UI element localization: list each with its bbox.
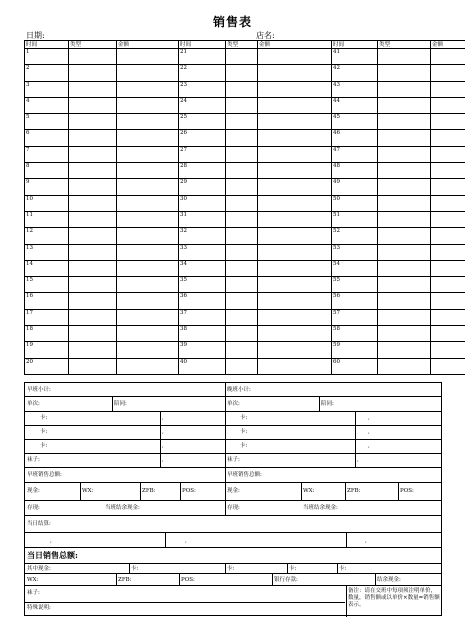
morning-comma-1: , [162, 415, 164, 421]
amount-cell[interactable] [258, 244, 332, 260]
evening-card-1: 卡: [240, 415, 248, 421]
row-number: 60 [332, 358, 378, 374]
amount-cell[interactable] [258, 309, 332, 325]
morning-total-label: 早班销售总额: [27, 472, 62, 478]
settlement-comma-1: , [50, 538, 52, 544]
daily-total-label: 当日销售总额: [27, 550, 78, 560]
amount-cell[interactable] [117, 309, 179, 325]
row-number: 40 [179, 358, 226, 374]
amount-cell[interactable] [258, 358, 332, 374]
row-number: 12 [25, 228, 69, 244]
evening-comma-2: , [368, 429, 370, 435]
amount-cell[interactable] [117, 358, 179, 374]
row-number: 13 [25, 244, 69, 260]
amount-cell[interactable] [117, 244, 179, 260]
type-cell[interactable] [226, 309, 258, 325]
morning-orders-label: 单次: [27, 401, 40, 407]
amount-cell[interactable] [117, 179, 179, 195]
evening-orders-label: 单次: [227, 401, 240, 407]
type-cell[interactable] [69, 277, 117, 293]
table-row [25, 49, 465, 65]
type-cell[interactable] [69, 293, 117, 309]
row-number: 32 [179, 228, 226, 244]
type-cell[interactable] [226, 326, 258, 342]
type-cell[interactable] [226, 228, 258, 244]
amount-cell[interactable] [258, 81, 332, 97]
type-cell[interactable] [69, 97, 117, 113]
row-number: 6 [25, 130, 69, 146]
row-number: 54 [332, 260, 378, 276]
row-number: 22 [179, 65, 226, 81]
morning-card-1: 卡: [40, 415, 48, 421]
type-cell[interactable] [378, 228, 431, 244]
table-row [25, 114, 465, 130]
type-cell[interactable] [378, 326, 431, 342]
evening-subtotal-label: 晚班小计: [227, 387, 251, 393]
row-number: 5 [25, 114, 69, 130]
morning-shift-cash-label: 当班结余现金: [105, 505, 140, 511]
table-row [25, 179, 465, 195]
table-row [25, 342, 465, 358]
col-amount-3: 金额 [431, 41, 465, 49]
amount-cell[interactable] [258, 65, 332, 81]
col-type-3: 类型 [378, 41, 431, 49]
summary-section [24, 382, 442, 616]
amount-cell[interactable] [431, 211, 465, 227]
row-number: 23 [179, 81, 226, 97]
evening-card-2: 卡: [240, 429, 248, 435]
amount-cell[interactable] [117, 342, 179, 358]
row-number: 28 [179, 163, 226, 179]
row-number: 17 [25, 309, 69, 325]
daily-settlement-label: 当日结算: [27, 521, 51, 527]
type-cell[interactable] [69, 211, 117, 227]
row-number: 7 [25, 146, 69, 162]
row-number: 31 [179, 211, 226, 227]
row-number: 14 [25, 260, 69, 276]
table-row [25, 97, 465, 113]
row-number: 3 [25, 81, 69, 97]
type-cell[interactable] [226, 130, 258, 146]
type-cell[interactable] [378, 97, 431, 113]
type-cell[interactable] [226, 195, 258, 211]
row-number: 41 [332, 49, 378, 65]
table-row [25, 81, 465, 97]
amount-cell[interactable] [431, 130, 465, 146]
special-notes-label: 特殊说明: [27, 605, 51, 611]
amount-cell[interactable] [117, 130, 179, 146]
settlement-comma-2: , [185, 538, 187, 544]
row-number: 20 [25, 358, 69, 374]
daily-card-4: 卡: [339, 566, 347, 572]
date-label: 日期: [26, 31, 45, 40]
col-amount-2: 金额 [258, 41, 332, 49]
row-number: 58 [332, 326, 378, 342]
amount-cell[interactable] [258, 97, 332, 113]
amount-cell[interactable] [117, 260, 179, 276]
morning-socks-label: 袜子: [27, 457, 40, 463]
table-row [25, 146, 465, 162]
type-cell[interactable] [69, 244, 117, 260]
type-cell[interactable] [69, 326, 117, 342]
row-number: 1 [25, 49, 69, 65]
amount-cell[interactable] [258, 342, 332, 358]
type-cell[interactable] [226, 260, 258, 276]
amount-cell[interactable] [431, 260, 465, 276]
row-number: 42 [332, 65, 378, 81]
type-cell[interactable] [69, 146, 117, 162]
type-cell[interactable] [226, 49, 258, 65]
row-number: 48 [332, 163, 378, 179]
type-cell[interactable] [226, 146, 258, 162]
morning-comma-2: , [162, 429, 164, 435]
col-type-2: 类型 [226, 41, 258, 49]
table-row [25, 358, 465, 374]
type-cell[interactable] [69, 130, 117, 146]
settlement-comma-3: , [365, 538, 367, 544]
morning-cash-label: 现金: [27, 488, 40, 494]
amount-cell[interactable] [258, 260, 332, 276]
evening-comma-1: , [368, 415, 370, 421]
type-cell[interactable] [378, 260, 431, 276]
table-row [25, 326, 465, 342]
amount-cell[interactable] [117, 163, 179, 179]
table-row [25, 260, 465, 276]
row-number: 47 [332, 146, 378, 162]
amount-cell[interactable] [258, 326, 332, 342]
row-number: 35 [179, 277, 226, 293]
amount-cell[interactable] [117, 228, 179, 244]
evening-wx-label: WX: [303, 488, 315, 494]
evening-total-label: 早班销售总额: [227, 472, 262, 478]
morning-zfb-label: ZFB: [142, 488, 156, 494]
amount-cell[interactable] [431, 65, 465, 81]
amount-cell[interactable] [431, 114, 465, 130]
row-number: 18 [25, 326, 69, 342]
col-type-1: 类型 [69, 41, 117, 49]
table-row [25, 195, 465, 211]
row-number: 57 [332, 309, 378, 325]
row-number: 25 [179, 114, 226, 130]
evening-cash-label: 现金: [227, 488, 240, 494]
amount-cell[interactable] [117, 65, 179, 81]
daily-zfb-label: ZFB: [118, 577, 132, 583]
type-cell[interactable] [226, 244, 258, 260]
amount-cell[interactable] [431, 342, 465, 358]
remarks-note: 备注：请在交班中每项须注明单价，数量，销售额或以单价×数量=销售额表示。 [348, 588, 440, 608]
type-cell[interactable] [378, 146, 431, 162]
type-cell[interactable] [378, 65, 431, 81]
row-number: 52 [332, 228, 378, 244]
type-cell[interactable] [378, 277, 431, 293]
type-cell[interactable] [69, 81, 117, 97]
type-cell[interactable] [69, 65, 117, 81]
morning-card-2: 卡: [40, 429, 48, 435]
row-number: 8 [25, 163, 69, 179]
amount-cell[interactable] [258, 277, 332, 293]
amount-cell[interactable] [258, 228, 332, 244]
row-number: 36 [179, 293, 226, 309]
evening-shift-cash-label: 当班结余现金: [303, 505, 338, 511]
bank-deposit-label: 银行存款: [274, 577, 298, 583]
type-cell[interactable] [69, 163, 117, 179]
row-number: 45 [332, 114, 378, 130]
type-cell[interactable] [378, 342, 431, 358]
daily-socks-label: 袜子: [27, 590, 40, 596]
daily-wx-label: WX: [27, 577, 39, 583]
type-cell[interactable] [226, 211, 258, 227]
type-cell[interactable] [378, 195, 431, 211]
type-cell[interactable] [226, 81, 258, 97]
type-cell[interactable] [378, 179, 431, 195]
row-number: 50 [332, 195, 378, 211]
type-cell[interactable] [378, 309, 431, 325]
evening-comma-3: , [368, 443, 370, 449]
amount-cell[interactable] [431, 163, 465, 179]
amount-cell[interactable] [117, 81, 179, 97]
row-number: 24 [179, 97, 226, 113]
col-time-2: 时间 [179, 41, 226, 49]
amount-cell[interactable] [431, 358, 465, 374]
morning-wx-label: WX: [82, 488, 94, 494]
row-number: 16 [25, 293, 69, 309]
evening-zfb-label: ZFB: [347, 488, 361, 494]
row-number: 30 [179, 195, 226, 211]
morning-socks-comma: , [162, 457, 164, 463]
type-cell[interactable] [69, 260, 117, 276]
row-number: 4 [25, 97, 69, 113]
amount-cell[interactable] [431, 81, 465, 97]
row-number: 34 [179, 260, 226, 276]
table-row [25, 228, 465, 244]
amount-cell[interactable] [431, 49, 465, 65]
row-number: 29 [179, 179, 226, 195]
table-row [25, 130, 465, 146]
type-cell[interactable] [69, 309, 117, 325]
row-number: 59 [332, 342, 378, 358]
type-cell[interactable] [69, 195, 117, 211]
type-cell[interactable] [378, 244, 431, 260]
daily-pos-label: POS: [181, 577, 195, 583]
row-number: 15 [25, 277, 69, 293]
amount-cell[interactable] [258, 114, 332, 130]
evening-socks-comma: , [357, 457, 359, 463]
row-number: 2 [25, 65, 69, 81]
sales-grid [24, 40, 465, 375]
table-row [25, 65, 465, 81]
type-cell[interactable] [69, 358, 117, 374]
table-row [25, 244, 465, 260]
amount-cell[interactable] [258, 49, 332, 65]
row-number: 9 [25, 179, 69, 195]
col-time-1: 时间 [25, 41, 69, 49]
page-title: 销售表 [212, 15, 252, 29]
column-header-row [25, 41, 465, 49]
type-cell[interactable] [378, 163, 431, 179]
type-cell[interactable] [378, 358, 431, 374]
type-cell[interactable] [226, 65, 258, 81]
morning-pos-label: POS: [182, 488, 196, 494]
row-number: 55 [332, 277, 378, 293]
row-number: 19 [25, 342, 69, 358]
amount-cell[interactable] [117, 277, 179, 293]
type-cell[interactable] [378, 130, 431, 146]
amount-cell[interactable] [117, 293, 179, 309]
type-cell[interactable] [378, 211, 431, 227]
row-number: 53 [332, 244, 378, 260]
amount-cell[interactable] [431, 293, 465, 309]
row-number: 37 [179, 309, 226, 325]
row-number: 39 [179, 342, 226, 358]
amount-cell[interactable] [117, 326, 179, 342]
type-cell[interactable] [226, 342, 258, 358]
row-number: 44 [332, 97, 378, 113]
table-row [25, 277, 465, 293]
amount-cell[interactable] [258, 195, 332, 211]
type-cell[interactable] [226, 277, 258, 293]
type-cell[interactable] [69, 114, 117, 130]
amount-cell[interactable] [431, 195, 465, 211]
amount-cell[interactable] [431, 146, 465, 162]
daily-card-1: 卡: [131, 566, 139, 572]
amount-cell[interactable] [258, 130, 332, 146]
type-cell[interactable] [226, 97, 258, 113]
row-number: 46 [332, 130, 378, 146]
amount-cell[interactable] [258, 146, 332, 162]
row-number: 38 [179, 326, 226, 342]
amount-cell[interactable] [117, 146, 179, 162]
amount-cell[interactable] [431, 179, 465, 195]
amount-cell[interactable] [258, 211, 332, 227]
amount-cell[interactable] [117, 195, 179, 211]
amount-cell[interactable] [117, 114, 179, 130]
morning-subtotal-label: 早班小计: [27, 387, 51, 393]
amount-cell[interactable] [431, 244, 465, 260]
daily-card-2: 卡: [227, 566, 235, 572]
amount-cell[interactable] [431, 228, 465, 244]
of-which-cash-label: 其中现金: [27, 566, 51, 572]
type-cell[interactable] [378, 293, 431, 309]
table-row [25, 293, 465, 309]
morning-card-3: 卡: [40, 443, 48, 449]
type-cell[interactable] [226, 358, 258, 374]
type-cell[interactable] [69, 49, 117, 65]
row-number: 56 [332, 293, 378, 309]
store-label: 店名: [256, 31, 275, 40]
evening-card-3: 卡: [240, 443, 248, 449]
row-number: 43 [332, 81, 378, 97]
type-cell[interactable] [69, 179, 117, 195]
amount-cell[interactable] [117, 211, 179, 227]
col-time-3: 时间 [332, 41, 378, 49]
evening-deposit-label: 存现: [227, 505, 240, 511]
amount-cell[interactable] [117, 49, 179, 65]
evening-socks-label: 袜子: [227, 457, 240, 463]
row-number: 49 [332, 179, 378, 195]
type-cell[interactable] [226, 179, 258, 195]
row-number: 11 [25, 211, 69, 227]
table-row [25, 163, 465, 179]
amount-cell[interactable] [431, 277, 465, 293]
daily-card-3: 卡: [289, 566, 297, 572]
type-cell[interactable] [226, 114, 258, 130]
row-number: 26 [179, 130, 226, 146]
row-number: 51 [332, 211, 378, 227]
amount-cell[interactable] [431, 326, 465, 342]
amount-cell[interactable] [117, 97, 179, 113]
col-amount-1: 金额 [117, 41, 179, 49]
remaining-cash-label: 结余现金: [377, 577, 401, 583]
amount-cell[interactable] [431, 309, 465, 325]
evening-diners-label: 陪同: [321, 401, 334, 407]
type-cell[interactable] [378, 114, 431, 130]
morning-comma-3: , [162, 443, 164, 449]
amount-cell[interactable] [431, 97, 465, 113]
type-cell[interactable] [69, 342, 117, 358]
row-number: 27 [179, 146, 226, 162]
type-cell[interactable] [378, 81, 431, 97]
amount-cell[interactable] [258, 179, 332, 195]
type-cell[interactable] [226, 293, 258, 309]
morning-deposit-label: 存现: [27, 505, 40, 511]
row-number: 10 [25, 195, 69, 211]
type-cell[interactable] [378, 49, 431, 65]
table-row [25, 211, 465, 227]
evening-pos-label: POS: [400, 488, 414, 494]
row-number: 33 [179, 244, 226, 260]
type-cell[interactable] [69, 228, 117, 244]
morning-diners-label: 陪同: [114, 401, 127, 407]
table-row [25, 309, 465, 325]
type-cell[interactable] [226, 163, 258, 179]
row-number: 21 [179, 49, 226, 65]
amount-cell[interactable] [258, 163, 332, 179]
amount-cell[interactable] [258, 293, 332, 309]
